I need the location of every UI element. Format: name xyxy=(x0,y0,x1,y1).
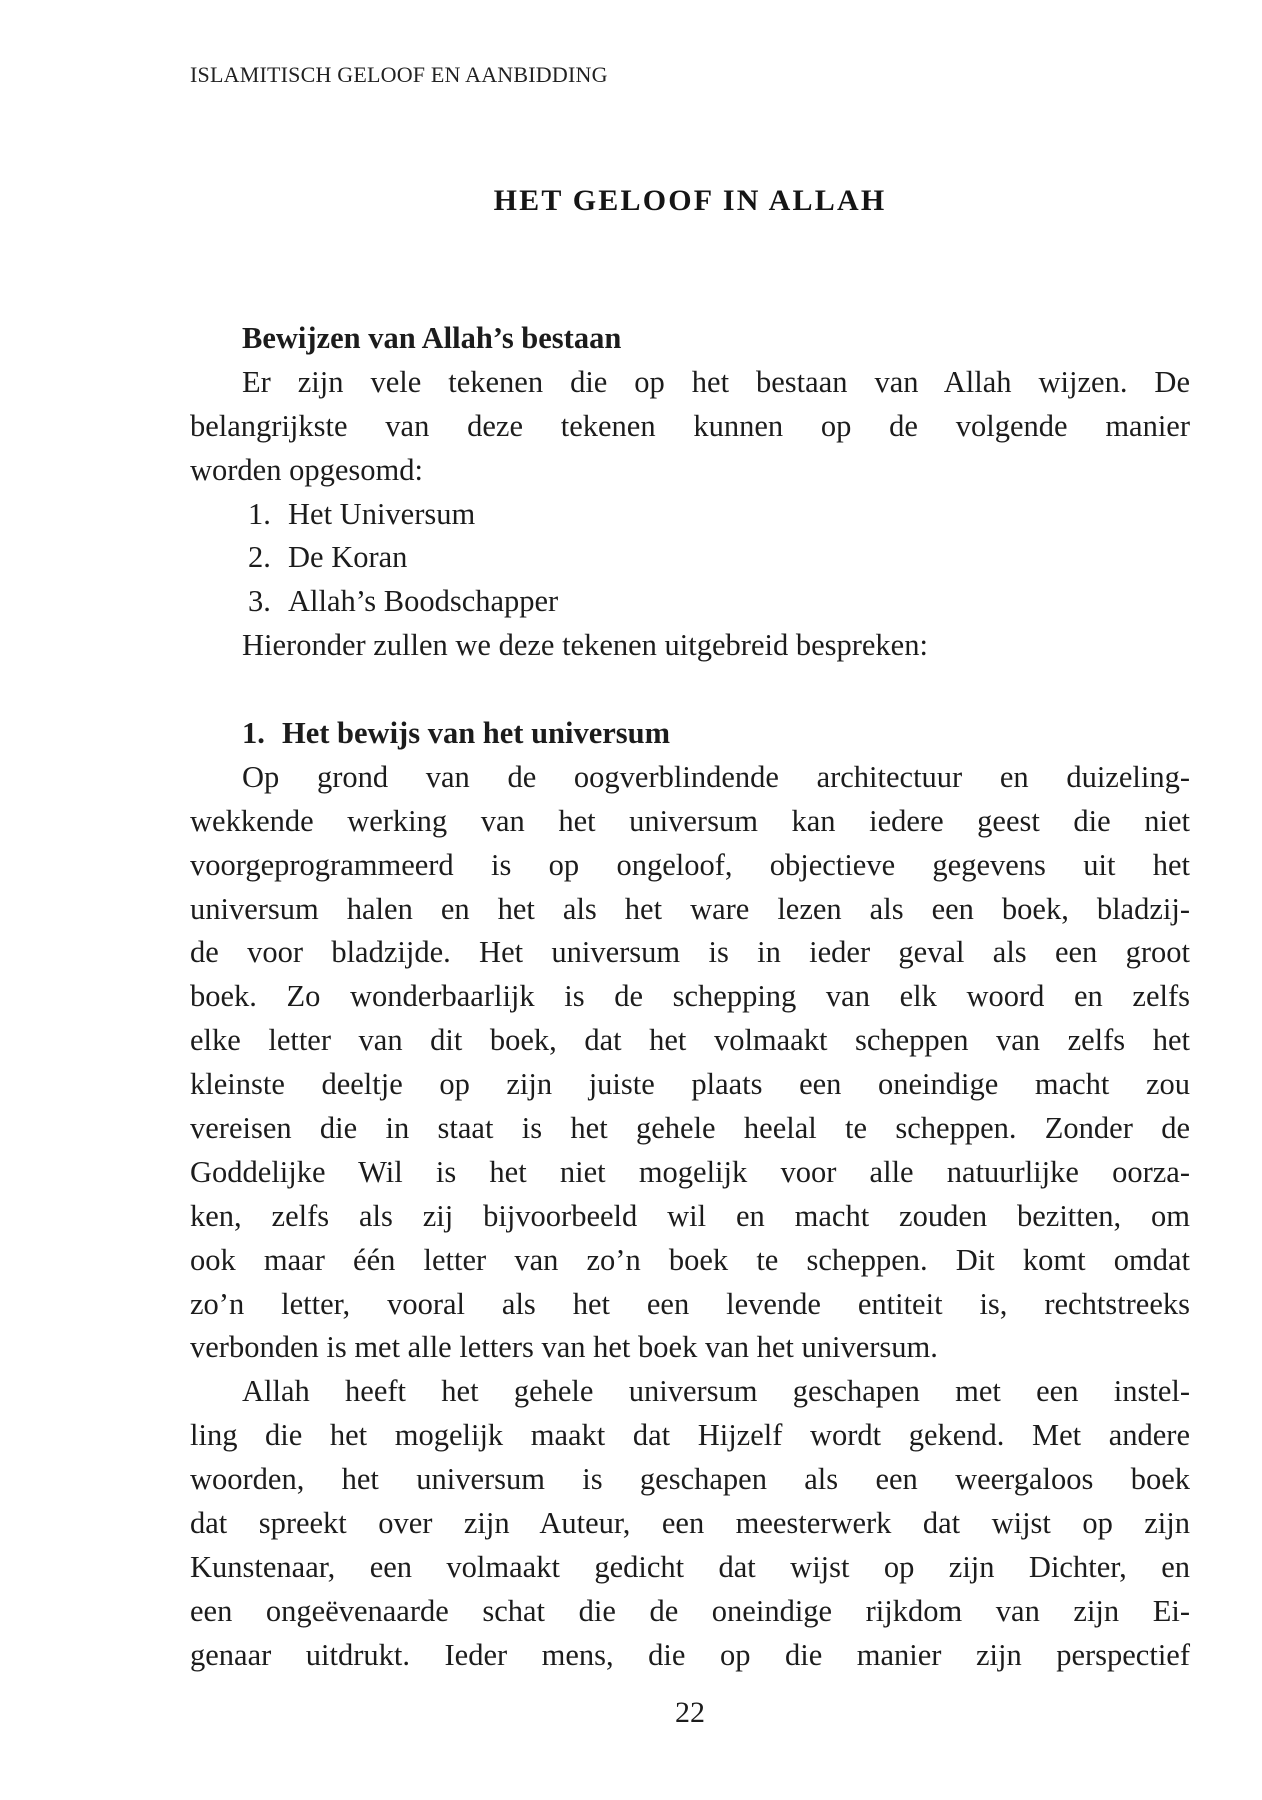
paragraph-line: Kunstenaar, een volmaakt gedicht dat wijst op zijn Dichter, en xyxy=(190,1549,1190,1584)
section-heading-number: 1. xyxy=(242,716,265,751)
paragraph-line: een ongeëvenaarde schat die de oneindige rijkdom van zijn Ei- xyxy=(190,1593,1190,1628)
paragraph-line: dat spreekt over zijn Auteur, een meesterwerk dat wijst op zijn xyxy=(190,1506,1190,1541)
paragraph-line: boek. Zo wonderbaarlijk is de schepping van elk woord en zelfs xyxy=(190,979,1190,1014)
intro-line: Er zijn vele tekenen die op het bestaan van Allah wijzen. De xyxy=(242,364,1190,399)
chapter-title: HET GELOOF IN ALLAH xyxy=(493,184,887,217)
section-heading-bewijzen: Bewijzen van Allah’s bestaan xyxy=(242,321,622,355)
paragraph-line: genaar uitdrukt. Ieder mens, die op die manier zijn perspectief xyxy=(190,1637,1190,1672)
list-number: 1. xyxy=(248,496,271,531)
paragraph-line: Allah heeft het gehele universum geschapen met een instel- xyxy=(242,1374,1190,1409)
list-label: Het Universum xyxy=(288,496,476,531)
intro-line: belangrijkste van deze tekenen kunnen op de volgende manier xyxy=(190,408,1190,443)
paragraph-line: Goddelijke Wil is het niet mogelijk voor alle natuurlijke oorza- xyxy=(190,1154,1190,1189)
paragraph-line: de voor bladzijde. Het universum is in ieder geval als een groot xyxy=(190,935,1190,970)
paragraph-line: elke letter van dit boek, dat het volmaakt scheppen van zelfs het xyxy=(190,1023,1190,1058)
outro-line: Hieronder zullen we deze tekenen uitgebreid bespreken: xyxy=(242,628,928,663)
list-number: 2. xyxy=(248,540,271,575)
list-number: 3. xyxy=(248,584,271,619)
paragraph-line: woorden, het universum is geschapen als een weergaloos boek xyxy=(190,1462,1190,1497)
paragraph-line: ling die het mogelijk maakt dat Hijzelf wordt gekend. Met andere xyxy=(190,1418,1190,1453)
list-item xyxy=(190,580,1190,624)
list-item xyxy=(190,536,1190,580)
list-item xyxy=(190,493,1190,537)
paragraph-line: kleinste deeltje op zijn juiste plaats een oneindige macht zou xyxy=(190,1067,1190,1102)
intro-line: worden opgesomd: xyxy=(190,452,423,487)
paragraph-line: universum halen en het als het ware lezen als een boek, bladzij- xyxy=(190,891,1190,926)
list-label: De Koran xyxy=(288,540,408,575)
paragraph-line: zo’n letter, vooral als het een levende entiteit is, rechtstreeks xyxy=(190,1286,1190,1321)
paragraph-line: ook maar één letter van zo’n boek te scheppen. Dit komt omdat xyxy=(190,1242,1190,1277)
running-header: ISLAMITISCH GELOOF EN AANBIDDING xyxy=(190,62,608,87)
section-heading-universum xyxy=(190,712,1190,756)
section-heading-label: Het bewijs van het universum xyxy=(282,716,671,751)
paragraph-line: ken, zelfs als zij bijvoorbeeld wil en macht zouden bezitten, om xyxy=(190,1198,1190,1233)
paragraph-line: Op grond van de oogverblindende architectuur en duizeling- xyxy=(242,759,1190,794)
paragraph-line: wekkende werking van het universum kan iedere geest die niet xyxy=(190,803,1190,838)
paragraph-line: verbonden is met alle letters van het boek van het universum. xyxy=(190,1330,938,1365)
page-number: 22 xyxy=(675,1696,705,1729)
paragraph-line: vereisen die in staat is het gehele heelal te scheppen. Zonder de xyxy=(190,1111,1190,1146)
paragraph-line: voorgeprogrammeerd is op ongeloof, objectieve gegevens uit het xyxy=(190,847,1190,882)
list-label: Allah’s Boodschapper xyxy=(288,584,559,619)
body-text xyxy=(190,317,1190,1678)
section-gap xyxy=(190,668,1190,712)
